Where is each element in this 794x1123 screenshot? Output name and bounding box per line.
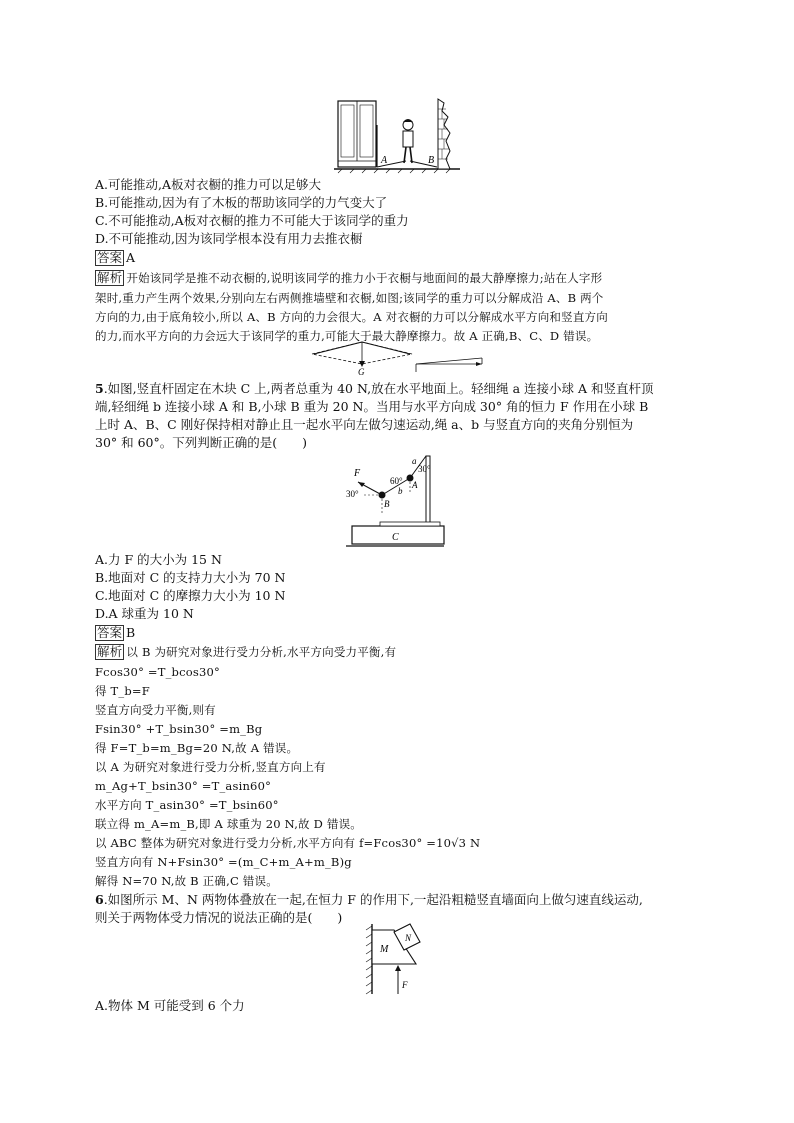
answer-value: A xyxy=(126,250,136,265)
q4-option-d: D.不可能推动,因为该同学根本没有用力去推衣橱 xyxy=(95,231,363,246)
label-force-f: F xyxy=(402,980,408,990)
label-ball-a: A xyxy=(412,480,418,490)
label-rope-a: a xyxy=(412,456,417,466)
q6-stem-line-1: 6.如图所示 M、N 两物体叠放在一起,在恒力 F 的作用下,一起沿粗糙竖直墙面向上做匀速直线运动, xyxy=(95,892,643,907)
label-g: G xyxy=(358,367,365,376)
q4-option-a: A.可能推动,A板对衣橱的推力可以足够大 xyxy=(95,177,322,192)
label-a: A xyxy=(381,155,388,166)
q5-stem-line-2: 端,轻细绳 b 连接小球 A 和 B,小球 B 重为 20 N。当用与水平方向成 30° 角的恒力 F 作用在小球 B xyxy=(95,399,649,414)
q5-stem-line-1: 5.如图,竖直杆固定在木块 C 上,两者总重为 40 N,放在水平地面上。轻细绳 a 连接小球 A 和竖直杆顶 xyxy=(95,381,654,396)
q5-stem-line-3: 上时 A、B、C 刚好保持相对静止且一起水平向左做匀速运动,绳 a、b 与竖直方向的夹角分别恒为 xyxy=(95,417,634,432)
q5-analysis-line-6: 以 A 为研究对象进行受力分析,竖直方向上有 xyxy=(95,760,326,774)
q5-analysis-line-5: 得 F=T_b=m_Bg=20 N,故 A 错误。 xyxy=(95,741,299,755)
q5-answer xyxy=(95,625,135,641)
answer-value: B xyxy=(126,625,136,640)
q5-analysis-line-10: 以 ABC 整体为研究对象进行受力分析,水平方向有 f=Fcos30° =10√3 N xyxy=(95,836,481,850)
wardrobe-figure xyxy=(330,95,465,175)
q5-option-a: A.力 F 的大小为 15 N xyxy=(95,552,222,567)
label-n: N xyxy=(405,933,412,943)
q6-stem-line-2: 则关于两物体受力情况的说法正确的是( ) xyxy=(95,910,343,925)
q5-analysis-line-12: 解得 N=70 N,故 B 正确,C 错误。 xyxy=(95,874,278,888)
q5-stem-line-4: 30° 和 60°。下列判断正确的是( ) xyxy=(95,435,308,450)
wall-blocks-figure xyxy=(358,922,438,996)
answer-tag: 答案 xyxy=(97,625,123,640)
q5-analysis-line-4: Fsin30° +T_bsin30° =m_Bg xyxy=(95,722,263,736)
q4-analysis-line-3: 方向的力,由于底角较小,所以 A、B 方向的力会很大。A 对衣橱的力可以分解成水平方向和竖直方向 xyxy=(95,310,608,324)
label-rope-b: b xyxy=(398,486,403,496)
q5-analysis-line-11: 竖直方向有 N+Fsin30° =(m_C+m_A+m_B)g xyxy=(95,855,352,869)
q5-analysis-line-3: 竖直方向受力平衡,则有 xyxy=(95,703,216,717)
label-ball-b: B xyxy=(384,499,390,509)
q5-analysis-line-7: m_Ag+T_bsin30° =T_asin60° xyxy=(95,779,272,793)
label-b: B xyxy=(428,155,435,166)
q5-option-b: B.地面对 C 的支持力大小为 70 N xyxy=(95,570,286,585)
q5-analysis-line-2: 得 T_b=F xyxy=(95,684,150,698)
q5-analysis-line-0: 解析 以 B 为研究对象进行受力分析,水平方向受力平衡,有 xyxy=(97,644,397,659)
q5-analysis-line-9: 联立得 m_A=m_B,即 A 球重为 20 N,故 D 错误。 xyxy=(95,817,362,831)
label-30-a: 30° xyxy=(346,489,359,499)
q5-analysis-line-8: 水平方向 T_asin30° =T_bsin60° xyxy=(95,798,279,812)
q5-option-d: D.A 球重为 10 N xyxy=(95,606,194,621)
label-m: M xyxy=(380,944,389,955)
label-60: 60° xyxy=(390,476,403,486)
q5-analysis-line-1: Fcos30° =T_bcos30° xyxy=(95,665,220,679)
answer-tag: 答案 xyxy=(97,250,123,265)
analysis-tag: 解析 xyxy=(97,644,123,659)
label-block-c: C xyxy=(392,532,399,543)
q6-option-a: A.物体 M 可能受到 6 个力 xyxy=(95,998,245,1013)
label-f: F xyxy=(354,468,361,479)
analysis-tag: 解析 xyxy=(97,270,123,285)
q4-analysis-line-2: 架时,重力产生两个效果,分别向左右两侧推墙壁和衣橱,如图;该同学的重力可以分解成沿 A、B 两个 xyxy=(95,291,604,305)
q4-answer xyxy=(95,250,135,266)
q4-analysis-line-4: 的力,而水平方向的力会远大于该同学的重力,可能大于最大静摩擦力。故 A 正确,B、C、D 错误。 xyxy=(95,329,599,343)
pole-figure xyxy=(340,452,450,550)
q4-option-c: C.不可能推动,A板对衣橱的推力不可能大于该同学的重力 xyxy=(95,213,409,228)
label-30-b: 30° xyxy=(418,464,431,474)
q5-option-c: C.地面对 C 的摩擦力大小为 10 N xyxy=(95,588,286,603)
q4-analysis-line-1: 解析 开始该同学是推不动衣橱的,说明该同学的推力小于衣橱与地面间的最大静摩擦力;站在人字形 xyxy=(97,270,603,285)
force-decomposition-figure xyxy=(308,340,488,376)
q4-option-b: B.可能推动,因为有了木板的帮助该同学的力气变大了 xyxy=(95,195,388,210)
